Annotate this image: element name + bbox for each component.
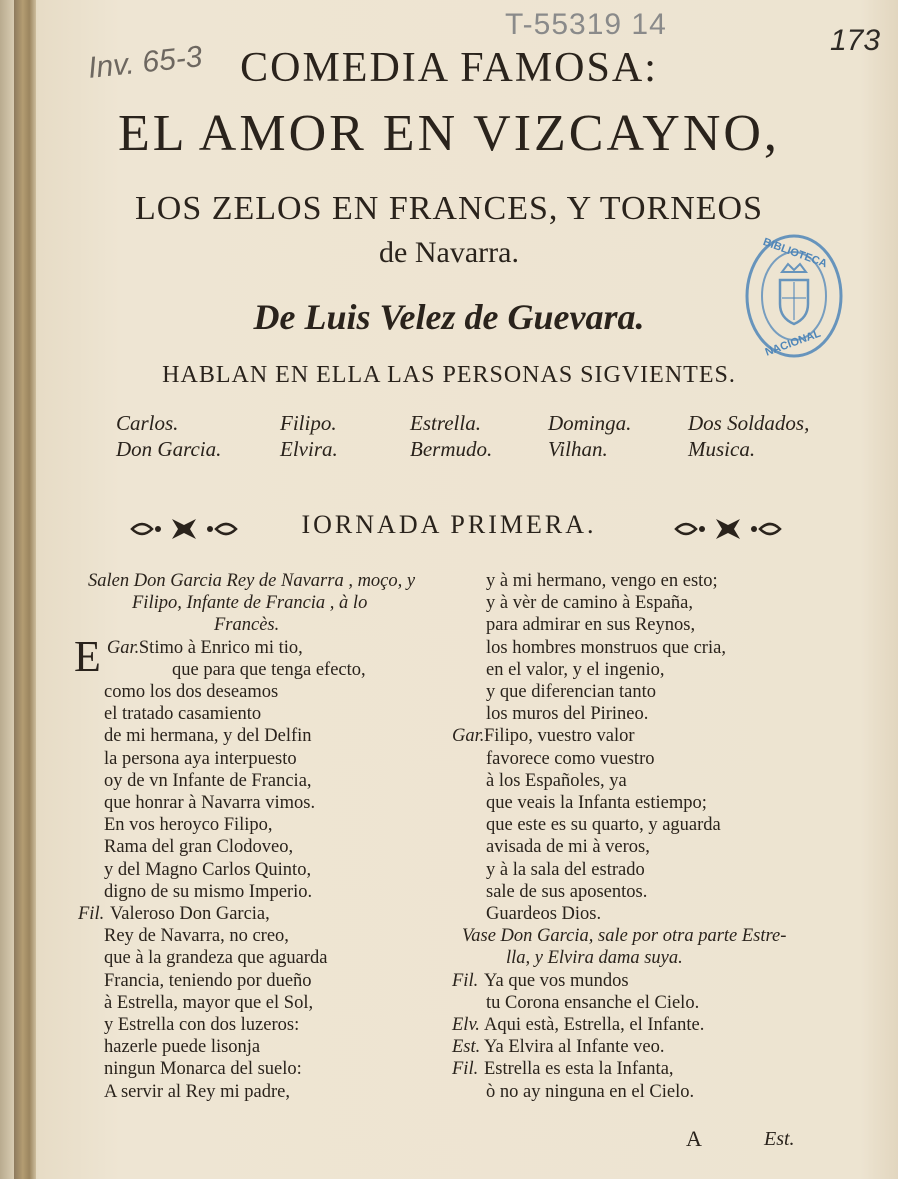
speaker-label: Fil. — [78, 904, 105, 925]
catchword: Est. — [764, 1128, 795, 1150]
line-text: el tratado casamiento — [104, 704, 262, 725]
verse-line — [452, 748, 842, 770]
verse-line — [452, 903, 842, 925]
stage-direction-line — [452, 947, 842, 969]
verse-line — [78, 703, 458, 725]
line-text: avisada de mi à veros, — [486, 837, 650, 858]
verse-line — [78, 947, 458, 969]
verse-line — [452, 570, 842, 592]
verse-line — [78, 925, 458, 947]
verse-line — [452, 703, 842, 725]
line-text: sale de sus aposentos. — [486, 881, 648, 902]
cast-name: Carlos. — [116, 411, 179, 435]
author-line: De Luis Velez de Guevara. — [253, 297, 645, 337]
line-text: A servir al Rey mi padre, — [104, 1081, 290, 1102]
line-text: los muros del Pirineo. — [486, 704, 649, 725]
catchword-signature: A — [686, 1126, 702, 1151]
verse-line — [452, 992, 842, 1014]
verse-line — [78, 881, 458, 903]
line-text: oy de vn Infante de Francia, — [104, 770, 312, 791]
line-text: Rama del gran Clodoveo, — [104, 837, 294, 858]
title-line-2: EL AMOR EN VIZCAYNO, — [118, 105, 780, 162]
verse-line — [452, 637, 842, 659]
line-text: para admirar en sus Reynos, — [486, 615, 696, 636]
verse-line — [78, 1058, 458, 1080]
verse-line — [78, 1014, 458, 1036]
stage-direction-line — [452, 925, 842, 947]
cast-column-3 — [410, 410, 492, 462]
cast-name: Musica. — [688, 437, 756, 461]
verse-line — [452, 836, 842, 858]
cast-name: Filipo. — [280, 411, 337, 435]
verse-line — [452, 859, 842, 881]
line-text: que veais la Infanta estiempo; — [486, 793, 707, 814]
verse-line — [78, 1036, 458, 1058]
speaker-label: Gar. — [106, 637, 140, 658]
verse-line — [78, 748, 458, 770]
folio-number: 173 — [830, 24, 881, 57]
line-text: Ya Elvira al Infante veo. — [484, 1037, 665, 1058]
cast-column-5 — [688, 410, 809, 462]
page-gutter — [14, 0, 36, 1179]
verse-line — [78, 792, 458, 814]
speaker-label: Fil. — [452, 970, 479, 991]
stage-direction-line — [78, 614, 458, 636]
line-text: Salen Don Garcia Rey de Navarra , moço, y — [88, 571, 416, 591]
line-text: que honrar à Navarra vimos. — [104, 793, 316, 814]
line-text: Vase Don Garcia, sale por otra parte Estre- — [462, 926, 787, 947]
line-text: à los Españoles, ya — [486, 770, 627, 791]
cast-name: Vilhan. — [548, 437, 608, 461]
verse-line — [452, 814, 842, 836]
verse-line — [452, 592, 842, 614]
line-text: Francès. — [214, 615, 280, 636]
cast-name: Don Garcia. — [116, 437, 222, 461]
verse-line — [452, 614, 842, 636]
verse-line — [452, 659, 842, 681]
verse-line — [78, 992, 458, 1014]
line-text: y del Magno Carlos Quinto, — [104, 859, 312, 880]
title-line-4: de Navarra. — [379, 236, 519, 269]
line-text: y à la sala del estrado — [486, 859, 645, 880]
line-text: los hombres monstruos que cria, — [486, 637, 726, 658]
verse-line — [78, 725, 458, 747]
speaker-label: Elv. — [452, 1015, 480, 1036]
speaker-label: Est. — [452, 1037, 481, 1058]
verse-line — [452, 1036, 842, 1058]
line-text: y Estrella con dos luzeros: — [104, 1015, 300, 1036]
line-text: Ya que vos mundos — [484, 970, 629, 991]
line-text: digno de su mismo Imperio. — [104, 881, 313, 902]
line-text: de mi hermana, y del Delfin — [104, 726, 312, 747]
line-text: Guardeos Dios. — [486, 904, 602, 925]
title-line-1: COMEDIA FAMOSA: — [240, 45, 658, 91]
line-text: Valeroso Don Garcia, — [110, 904, 270, 925]
line-text: Rey de Navarra, no creo, — [104, 926, 289, 947]
svg-text:NACIONAL: NACIONAL — [763, 327, 823, 359]
line-text: la persona aya interpuesto — [104, 748, 297, 769]
verse-line — [452, 970, 842, 992]
line-text: tu Corona ensanche el Cielo. — [486, 992, 700, 1013]
cast-name: Dos Soldados, — [688, 411, 810, 435]
line-text: lla, y Elvira dama suya. — [506, 948, 683, 969]
cast-column-2 — [280, 410, 338, 462]
line-text: Francia, teniendo por dueño — [104, 970, 312, 991]
text-column-left — [74, 570, 458, 1103]
line-text: y à vèr de camino à España, — [486, 593, 694, 614]
verse-line — [78, 1081, 458, 1103]
line-text: que este es su quarto, y aguarda — [486, 815, 721, 836]
line-text: que para que tenga efecto, — [172, 659, 366, 680]
line-text: à Estrella, mayor que el Sol, — [104, 992, 314, 1013]
line-text: Stimo à Enrico mi tio, — [138, 637, 303, 658]
shelfmark: T-55319 14 — [505, 8, 667, 41]
verse-line — [78, 814, 458, 836]
personas-heading: HABLAN EN ELLA LAS PERSONAS SIGVIENTES. — [162, 362, 736, 388]
svg-text:BIBLIOTECA: BIBLIOTECA — [761, 236, 829, 271]
line-text: Aqui està, Estrella, el Infante. — [484, 1015, 705, 1036]
line-text: Filipo, Infante de Francia , à lo — [132, 593, 368, 614]
cast-name: Elvira. — [280, 437, 338, 461]
line-text: y à mi hermano, vengo en esto; — [486, 571, 718, 591]
verse-line — [452, 770, 842, 792]
line-text: como los dos deseamos — [104, 682, 279, 703]
verse-line — [78, 770, 458, 792]
cast-column-1 — [116, 410, 221, 462]
cast-name: Estrella. — [410, 411, 481, 435]
jornada-heading-row — [0, 510, 898, 550]
jornada-heading: IORNADA PRIMERA. — [301, 510, 597, 539]
library-stamp — [744, 232, 844, 360]
verse-line — [452, 1058, 842, 1080]
verse-line — [78, 836, 458, 858]
line-text: en el valor, y el ingenio, — [486, 659, 665, 680]
inventory-note: Inv. 65-3 — [86, 40, 204, 85]
verse-line — [78, 970, 458, 992]
verse-line — [78, 859, 458, 881]
stage-direction-line — [78, 570, 458, 592]
line-text: favorece como vuestro — [486, 748, 655, 769]
ornament-right-icon — [672, 514, 784, 544]
verse-line — [452, 792, 842, 814]
verse-line — [78, 903, 458, 925]
speaker-label: Fil. — [452, 1059, 479, 1080]
line-text: Estrella es esta la Infanta, — [484, 1059, 674, 1080]
stage-direction-line — [78, 592, 458, 614]
verse-line — [452, 681, 842, 703]
verse-line — [78, 659, 458, 681]
title-line-3: LOS ZELOS EN FRANCES, Y TORNEOS — [135, 190, 763, 227]
line-text: ò no ay ninguna en el Cielo. — [486, 1081, 695, 1102]
line-text: ningun Monarca del suelo: — [104, 1059, 302, 1080]
drop-capital: E — [74, 631, 101, 681]
cast-column-4 — [548, 410, 631, 462]
text-column-right — [452, 570, 842, 1103]
speaker-label: Gar. — [452, 726, 485, 747]
verse-line — [452, 725, 842, 747]
line-text: y que diferencian tanto — [486, 682, 657, 703]
verse-line — [452, 1081, 842, 1103]
line-text: hazerle puede lisonja — [104, 1037, 261, 1058]
line-text: En vos heroyco Filipo, — [104, 815, 273, 836]
verse-line — [78, 681, 458, 703]
verse-line — [452, 1014, 842, 1036]
verse-line — [452, 881, 842, 903]
cast-name: Dominga. — [548, 411, 632, 435]
line-text: Filipo, vuestro valor — [484, 726, 635, 747]
line-text: que à la grandeza que aguarda — [104, 948, 328, 969]
cast-name: Bermudo. — [410, 437, 493, 461]
